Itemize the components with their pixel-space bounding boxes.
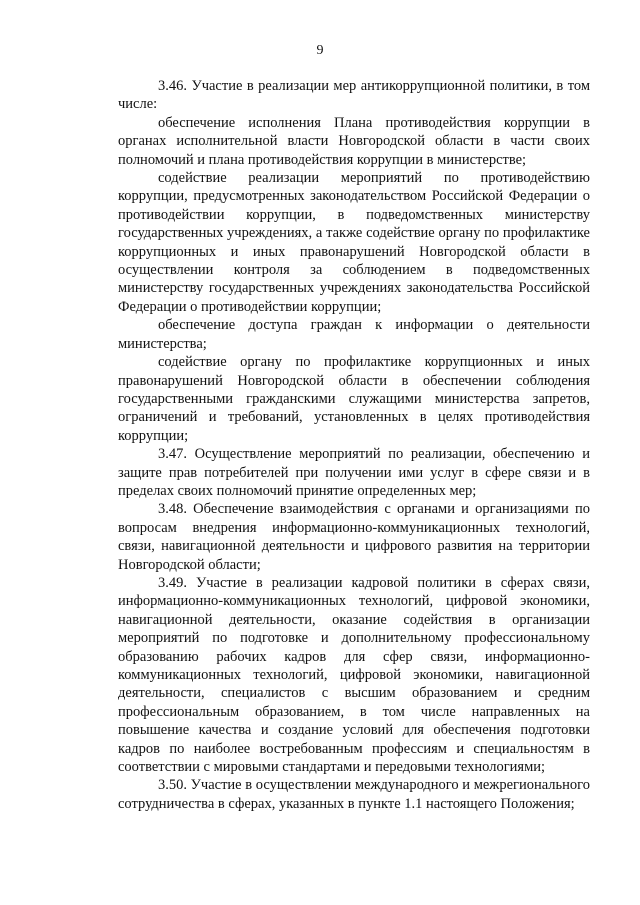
paragraph-3-49: 3.49. Участие в реализации кадровой политики в сферах связи, информационно-коммуникационных технологий, цифровой экономики, навигационной деятельности, оказание содействия в организации мероприятий по подготовке и дополнительному профессиональному образованию рабочих кадров для сфер связи, информационно-коммуникационных технологий, цифровой экономики, навигационной деятельности, специалистов с высшим образованием и средним профессиональным образованием, в том числе направленных на повышение качества и создание условий для обеспечения подготовки кадров по наиболее востребованным профессиям и специальностям в соответствии с мировыми стандартами и передовыми технологиями; (118, 574, 590, 776)
paragraph-anticorruption-plan: обеспечение исполнения Плана противодействия коррупции в органах исполнительной власти Новгородской области в части своих полномочий и плана противодействия коррупции в министерстве; (118, 114, 590, 168)
paragraph-anticorruption-measures: содействие реализации мероприятий по противодействию коррупции, предусмотренных законодательством Российской Федерации о противодействии коррупции, в подведомственных министерству государственных учреждениях, а также содействие органу по профилактике коррупционных и иных правонарушений Новгородской области в осуществлении контроля за соблюдением в подведомственных министерству государственных учреждениях законодательства Российской Федерации о противодействии коррупции; (118, 170, 590, 315)
paragraph-civil-servants-compliance: содействие органу по профилактике коррупционных и иных правонарушений Новгородской области в обеспечении соблюдения государственными гражданскими служащими министерства запретов, ограничений и требований, установленных в целях противодействия коррупции; (118, 354, 590, 444)
document-body (118, 77, 590, 813)
page-number: 9 (316, 43, 324, 58)
paragraph-3-48: 3.48. Обеспечение взаимодействия с органами и организациями по вопросам внедрения информационно-коммуникационных технологий, связи, навигационной деятельности и цифрового развития на территории Новгородской области; (118, 501, 590, 573)
paragraph-3-46: 3.46. Участие в реализации мер антикоррупционной политики, в том числе: (118, 78, 590, 113)
paragraph-3-47: 3.47. Осуществление мероприятий по реализации, обеспечению и защите прав потребителей при получении ими услуг в сфере связи и в пределах своих полномочий принятие определенных мер; (118, 446, 590, 499)
paragraph-3-50: 3.50. Участие в осуществлении международного и межрегионального сотрудничества в сферах, указанных в пункте 1.1 настоящего Положения; (118, 777, 590, 812)
paragraph-information-access: обеспечение доступа граждан к информации о деятельности министерства; (118, 317, 590, 352)
